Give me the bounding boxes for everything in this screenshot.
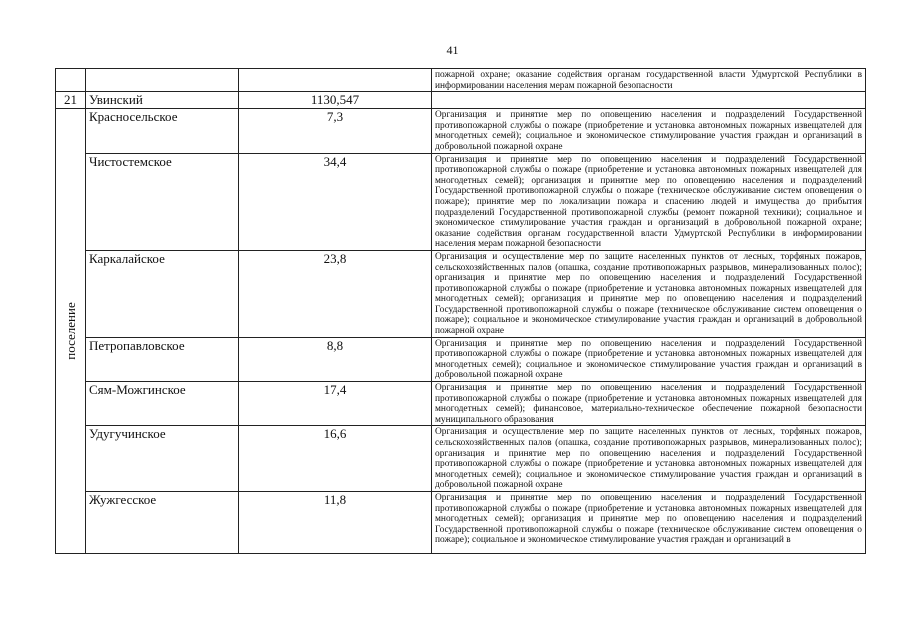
settlement-name: Петропавловское (86, 337, 239, 381)
settlement-measures: Организация и принятие мер по оповещению населения и подразделений Государственной противопожарной службы о пожаре (приобретение и установка автономных пожарных извещателей для многодетных семей); организация и принятие мер по оповещению населения и подразделений Государственной противопожарной службы о пожаре (техническое обслуживание систем оповещения о пожаре); принятие мер по локализации пожара и спасению людей и имущества до прибытия подразделений Государственной противопожарной службы (ремонт пожарной техники); социальное и экономическое стимулирование участия граждан и организаций в добровольной пожарной охране; оказание содействия органам государственной власти Удмуртской Республики в информировании населения мерам пожарной безопасности (432, 153, 866, 250)
settlement-name: Красносельское (86, 109, 239, 153)
settlement-amount: 16,6 (239, 426, 432, 492)
district-amount: 1130,547 (239, 92, 432, 109)
settlement-amount: 7,3 (239, 109, 432, 153)
settlement-measures: Организация и осуществление мер по защите населенных пунктов от лесных, торфяных пожаров, сельскохозяйственных палов (опашка, создание противопожарных разрывов, минерализованных полос); организация и принятие мер по оповещению населения и подразделений Государственной противопожарной службы о пожаре (приобретение и установка автономных пожарных извещателей для многодетных семей); организация и принятие мер по оповещению населения и подразделений Государственной противопожарной службы о пожаре (техническое обслуживание систем оповещения о пожаре); социальное и экономическое стимулирование участия граждан и организаций в добровольной пожарной охране (432, 250, 866, 337)
settlement-name: Чистостемское (86, 153, 239, 250)
table-row (56, 491, 866, 553)
settlement-measures: Организация и принятие мер по оповещению населения и подразделений Государственной противопожарной службы о пожаре (приобретение и установка автономных пожарных извещателей для многодетных семей); финансовое, материально-техническое обеспечение пожарной безопасности муниципального образования (432, 382, 866, 426)
settlement-group-cell (56, 109, 86, 554)
settlement-measures: Организация и принятие мер по оповещению населения и подразделений Государственной противопожарной службы о пожаре (приобретение и установка автономных пожарных извещателей для многодетных семей); организация и принятие мер по оповещению населения и подразделений Государственной противопожарной службы о пожаре (техническое обслуживание систем оповещения о пожаре); социальное и экономическое стимулирование участия граждан и организаций в (435, 492, 862, 546)
page-number: 41 (446, 43, 459, 57)
table-row-district (56, 92, 866, 109)
settlement-amount: 23,8 (239, 250, 432, 337)
settlement-measures-cell (432, 491, 866, 553)
settlement-name: Жужгесское (86, 491, 239, 553)
continuation-text: пожарной охране; оказание содействия органам государственной власти Удмуртской Республики в информировании населения мерам пожарной безопасности (432, 69, 866, 92)
empty-cell (432, 92, 866, 109)
empty-cell (86, 69, 239, 92)
empty-cell (239, 69, 432, 92)
settlement-name: Каркалайское (86, 250, 239, 337)
settlement-name: Сям-Можгинское (86, 382, 239, 426)
settlement-amount: 8,8 (239, 337, 432, 381)
settlement-measures: Организация и принятие мер по оповещению населения и подразделений Государственной противопожарной службы о пожаре (приобретение и установка автономных пожарных извещателей для многодетных семей); социальное и экономическое стимулирование участия граждан и организаций в добровольной пожарной охране (432, 337, 866, 381)
table-row (56, 382, 866, 426)
table-row (56, 426, 866, 492)
table-row (56, 109, 866, 153)
district-name: Увинский (86, 92, 239, 109)
table-row (56, 337, 866, 381)
settlement-name: Удугучинское (86, 426, 239, 492)
settlements-table (55, 68, 866, 554)
table-row-continuation (56, 69, 866, 92)
settlement-measures: Организация и принятие мер по оповещению населения и подразделений Государственной противопожарной службы о пожаре (приобретение и установка автономных пожарных извещателей для многодетных семей); социальное и экономическое стимулирование участия граждан и организаций в добровольной пожарной охране (432, 109, 866, 153)
settlement-amount: 34,4 (239, 153, 432, 250)
settlement-measures: Организация и осуществление мер по защите населенных пунктов от лесных, торфяных пожаров, сельскохозяйственных палов (опашка, создание противопожарных разрывов, минерализованных полос); организация и принятие мер по оповещению населения и подразделений Государственной противопожарной службы о пожаре (приобретение и установка автономных пожарных извещателей для многодетных семей); социальное и экономическое стимулирование участия граждан и организаций в добровольной пожарной охране (432, 426, 866, 492)
settlement-amount: 11,8 (239, 491, 432, 553)
district-number: 21 (56, 92, 86, 109)
empty-cell (56, 69, 86, 92)
settlement-amount: 17,4 (239, 382, 432, 426)
settlement-group-label: поселение (62, 302, 78, 360)
table-row (56, 250, 866, 337)
table-row (56, 153, 866, 250)
